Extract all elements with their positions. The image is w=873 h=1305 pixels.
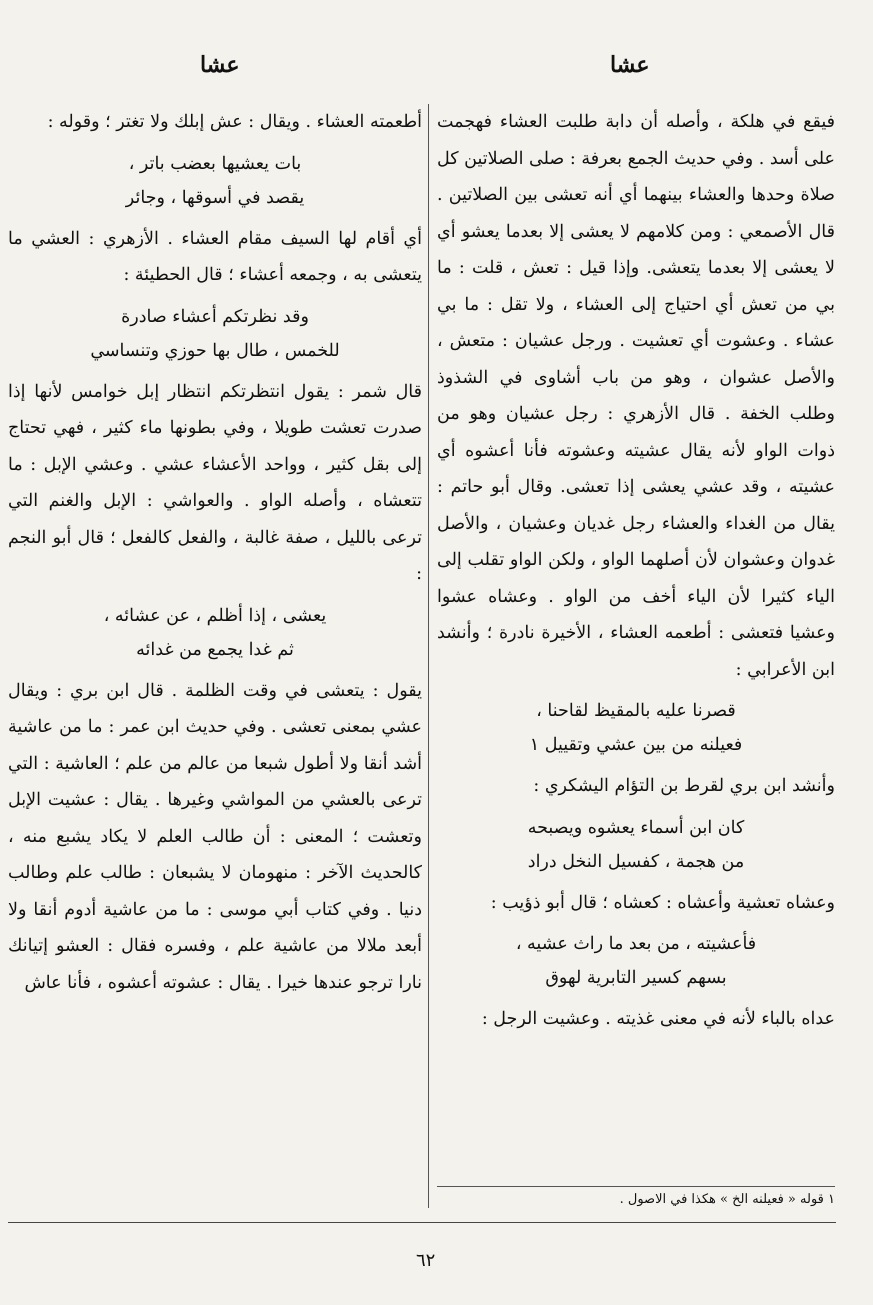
- paragraph: أي أقام لها السيف مقام العشاء . الأزهري : العشي ما يتعشى به ، وجمعه أعشاء ؛ قال الحطيئة :: [8, 228, 422, 285]
- verse-line: يقصد في أسوقها ، وجائر: [125, 187, 305, 208]
- page-number: ٦٢: [416, 1250, 436, 1271]
- verse-line: يعشى ، إذا أظلم ، عن عشائه ،: [103, 605, 327, 626]
- verse-line: قصرنا عليه بالمقيظ لقاحنا ،: [536, 701, 736, 721]
- header-word-right: عشا: [610, 52, 650, 78]
- verse: [8, 599, 422, 667]
- verse: [437, 811, 835, 879]
- paragraph: وعشاه تعشية وأعشاه : كعشاه ؛ قال أبو ذؤيب :: [490, 892, 835, 913]
- left-column: [8, 104, 422, 1001]
- verse-line: كان ابن أسماء يعشوه ويصبحه: [527, 817, 745, 838]
- verse-line: بات يعشيها بعضب باتر ،: [128, 153, 302, 174]
- verse: [437, 694, 835, 762]
- verse-line: بسهم كسير التابرية لهوق: [545, 968, 727, 988]
- paragraph: يقول : يتعشى في وقت الظلمة . قال ابن بري : ويقال عشي بمعنى تعشى . وفي حديث ابن عمر : ما من عاشية أشد أنقا ولا أطول شبعا من عالم من علم ؛ العاشية : التي ترعى بالعشي من المواشي وغيرها . يقال : عشيت الإبل وتعشت ؛ المعنى : أن طالب العلم لا يكاد يشبع منه ، كالحديث الآخر : منهومان لا يشبعان : طالب علم وطالب دنيا . وفي كتاب أبي موسى : ما من عاشية أدوم أنقا ولا أبعد ملالا من عاشية علم ، وفسره فقال : العشو إتيانك نارا ترجو عندها خيرا . يقال : عشوته أعشوه ، فأنا عاش: [8, 680, 422, 993]
- paragraph: أطعمته العشاء . ويقال : عش إبلك ولا تغتر ؛ وقوله :: [47, 112, 422, 132]
- paragraph: وأنشد ابن بري لقرط بن التؤام اليشكري :: [533, 776, 835, 796]
- verse-line: وقد نظرتكم أعشاء صادرة: [121, 306, 309, 327]
- verse-line: للخمس ، طال بها حوزي وتنساسي: [90, 340, 340, 361]
- paragraph: قال شمر : يقول انتظرتكم انتظار إبل خوامس لأنها إذا صدرت تعشت طويلا ، وفي بطونها ماء كثير ، فهي تحتاج إلى بقل كثير ، وواحد الأعشاء عشي . وعشي الإبل : ما تتعشاه ، وأصله الواو . والعواشي : الإبل والغنم التي ترعى بالليل ، صفة غالبة ، والفعل كالفعل ؛ قال أبو النجم :: [8, 381, 422, 584]
- paragraph: عداه بالباء لأنه في معنى غذيته . وعشيت الرجل :: [481, 1009, 835, 1029]
- verse: [8, 300, 422, 368]
- paragraph: فيقع في هلكة ، وأصله أن دابة طلبت العشاء فهجمت على أسد . وفي حديث الجمع بعرفة : صلى الصلاتين كل صلاة وحدها والعشاء بينهما أي أنه تعشى بين الصلاتين . قال الأصمعي : ومن كلامهم لا يعشى إلا بعدما يعشو أي لا يعشى إلا بعدما يتعشى. وإذا قيل : تعش ، قلت : ما بي من تعش أي احتياج إلى العشاء ، ولا تقل : ما بي عشاء . وعشوت أي تعشيت . ورجل عشيان : متعش ، والأصل عشوان ، وهو من باب أشاوى في الشذوذ وطلب الخفة . قال الأزهري : رجل عشيان وهو من ذوات الواو لأنه يقال عشيته وعشوته فأنا أعشوه أي عشيته ، وقد عشي يعشى إذا تعشى. وقال أبو حاتم : يقال من الغداء والعشاء رجل غديان وعشيان ، والأصل غدوان وعشوان لأن أصلهما الواو ، ولكن الواو تقلب إلى الياء كثيرا لأن الياء أخف من الواو . وعشاه عشوا وعشيا فتعشى : أطعمه العشاء ، الأخيرة نادرة ؛ وأنشد ابن الأعرابي :: [437, 112, 835, 680]
- page-header: [0, 52, 873, 92]
- column-divider: [428, 104, 429, 1208]
- right-column: [437, 104, 835, 1038]
- header-word-left: عشا: [200, 52, 240, 78]
- verse-line: من هجمة ، كفسيل النخل دراد: [527, 851, 745, 872]
- bottom-divider: [8, 1222, 836, 1223]
- footnote: ١ قوله « فعيلنه الخ » هكذا في الاصول .: [437, 1186, 835, 1209]
- verse-line: فأعشيته ، من بعد ما راث عشيه ،: [515, 934, 757, 954]
- verse: [8, 147, 422, 215]
- verse-line: فعيلنه من بين عشي وتقييل ١: [529, 735, 743, 755]
- verse-line: ثم غدا يجمع من غدائه: [136, 639, 294, 660]
- verse: [437, 927, 835, 995]
